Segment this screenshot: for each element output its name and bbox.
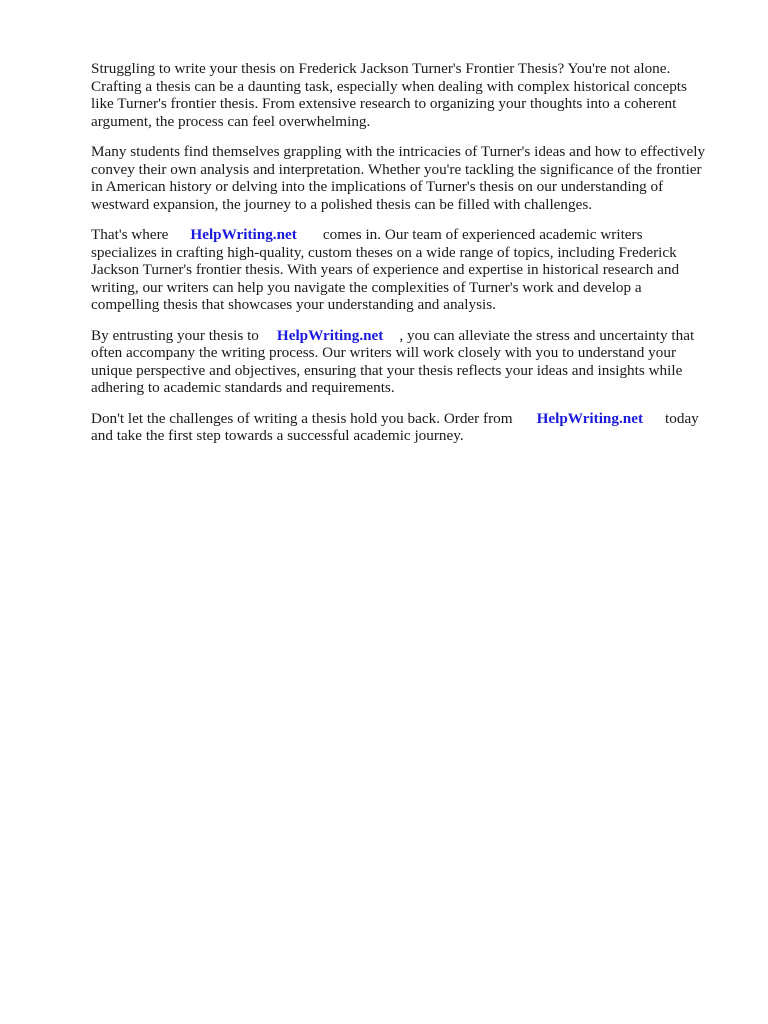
paragraph-students (91, 143, 721, 213)
paragraph-closing (91, 410, 721, 445)
text-line: writing, our writers can help you navigate the complexities of Turner's work and develop a (91, 278, 642, 296)
text-line: in American history or delving into the implications of Turner's thesis on our understanding of (91, 178, 664, 195)
text-line: westward expansion, the journey to a polished thesis can be filled with challenges. (91, 195, 593, 213)
text-line: like Turner's frontier thesis. From extensive research to organizing your thoughts into a coherent (91, 95, 677, 112)
document-page (91, 60, 721, 458)
text-line: argument, the process can feel overwhelming. (91, 112, 371, 130)
text-line (91, 327, 721, 345)
helpwriting-link[interactable]: HelpWriting.net (276, 326, 384, 344)
text-segment: That's where (91, 226, 169, 243)
text-line: Struggling to write your thesis on Frederick Jackson Turner's Frontier Thesis? You're not alone. (91, 60, 671, 77)
text-segment: Don't let the challenges of writing a thesis hold you back. Order from (91, 409, 513, 427)
text-segment: , you can alleviate the stress and uncertainty that (399, 326, 695, 344)
paragraph-entrusting (91, 327, 721, 397)
text-line (91, 226, 721, 244)
helpwriting-link[interactable]: HelpWriting.net (536, 409, 644, 427)
paragraph-service (91, 226, 721, 314)
paragraph-intro (91, 60, 721, 130)
text-line: specializes in crafting high-quality, custom theses on a wide range of topics, including Frederick (91, 243, 677, 261)
text-line: Many students find themselves grappling with the intricacies of Turner's ideas and how to effectively (91, 143, 706, 160)
text-line: and take the first step towards a successful academic journey. (91, 427, 464, 444)
text-segment: By entrusting your thesis to (91, 326, 259, 344)
text-segment: comes in. Our team of experienced academic writers (322, 226, 643, 243)
helpwriting-link[interactable]: HelpWriting.net (190, 226, 297, 243)
text-line: compelling thesis that showcases your understanding and analysis. (91, 296, 496, 313)
text-line: unique perspective and objectives, ensuring that your thesis reflects your ideas and insights while (91, 361, 683, 379)
text-line: Jackson Turner's frontier thesis. With years of experience and expertise in historical research and (91, 261, 680, 278)
text-line: Crafting a thesis can be a daunting task, especially when dealing with complex historical concepts (91, 77, 687, 95)
text-segment: today (665, 409, 699, 427)
text-line: convey their own analysis and interpretation. Whether you're tackling the significance of the frontier (91, 160, 702, 178)
text-line: often accompany the writing process. Our writers will work closely with you to understand your (91, 344, 677, 361)
text-line (91, 410, 721, 428)
text-line: adhering to academic standards and requirements. (91, 379, 395, 396)
